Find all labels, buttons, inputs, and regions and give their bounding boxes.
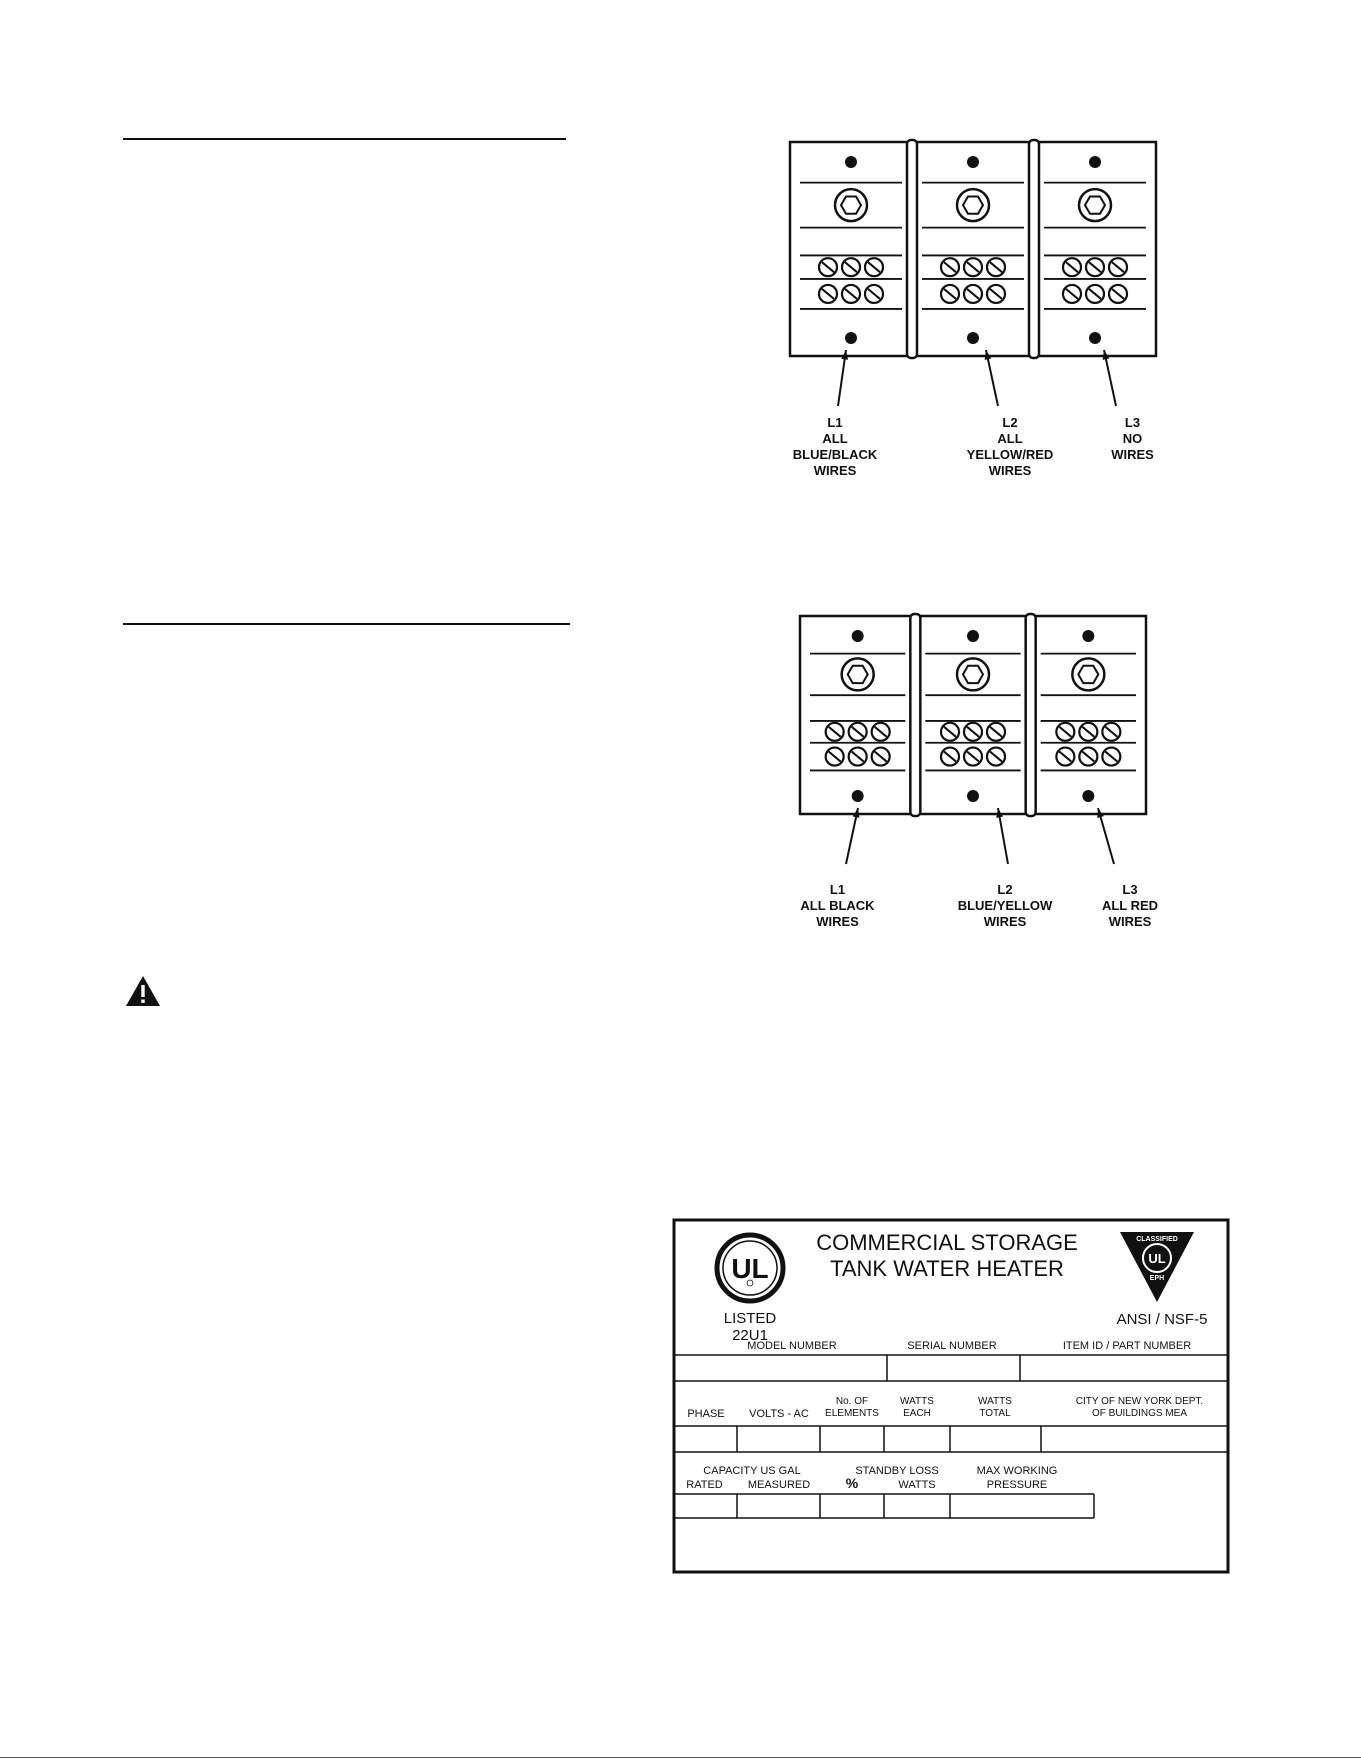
diagram2-label-l3: L3 ALL RED WIRES [1101,882,1159,929]
diagram1-divider [907,140,917,358]
plate-title-line1: COMMERCIAL STORAGE [816,1230,1078,1255]
nyc-mea-label: CITY OF NEW YORK DEPT. OF BUILDINGS MEA [1075,1396,1204,1419]
svg-text:CLASSIFIED: CLASSIFIED [1136,1236,1178,1243]
listed-code: 22U1 [732,1327,768,1344]
diagram1-mount-hole [1089,332,1101,344]
svg-text:EPH: EPH [1149,1275,1165,1282]
section-rule-1 [123,138,566,140]
item-id-label: ITEM ID / PART NUMBER [1062,1340,1192,1352]
diagram1-outline [790,142,1156,356]
terminal-block-diagram-1 [786,138,1160,408]
watts-each-label: WATTS EACH [900,1396,934,1419]
elements-label: No. OF ELEMENTS [825,1396,879,1419]
nsf-classified-badge-icon [1118,1230,1196,1309]
page-bottom-edge [0,1757,1361,1758]
diagram2-lug [957,658,989,690]
section-rule-2 [123,623,570,625]
svg-text:UL: UL [1148,1251,1166,1266]
diagram2-label-l2: L2 BLUE/YELLOW WIRES [957,882,1053,929]
diagram2-divider [910,614,920,816]
diagram1-lug [835,189,867,221]
diagram2-mount-hole [1082,630,1094,642]
ul-logo-icon [714,1232,786,1309]
volts-label: VOLTS - AC [749,1408,809,1420]
nsf-standard-text: ANSI / NSF-5 [1116,1311,1208,1328]
diagram1-label-l3: L3 NO WIRES [1111,415,1154,462]
diagram1-label-l1: L1 ALL BLUE/BLACK WIRES [792,415,878,478]
phase-label: PHASE [687,1408,725,1420]
diagram1-divider [1029,140,1039,358]
diagram2-mount-hole [967,790,979,802]
percent-label: % [845,1475,859,1491]
diagram1-mount-hole [967,156,979,168]
standby-loss-label: STANDBY LOSS [855,1465,939,1477]
diagram2-lug [842,658,874,690]
measured-label: MEASURED [747,1479,811,1491]
listed-text: LISTED [723,1310,777,1327]
diagram2-lug [1072,658,1104,690]
plate-title-line2: TANK WATER HEATER [830,1256,1064,1281]
diagram1-label-l2: L2 ALL YELLOW/RED WIRES [966,415,1054,478]
model-number-label: MODEL NUMBER [747,1340,837,1352]
watts-total-label: WATTS TOTAL [978,1396,1012,1419]
rated-label: RATED [686,1479,723,1491]
diagram2-mount-hole [967,630,979,642]
svg-text:UL: UL [731,1253,769,1284]
serial-number-label: SERIAL NUMBER [907,1340,997,1352]
pressure-label: PRESSURE [986,1479,1048,1491]
warning-triangle-icon [124,974,162,1013]
diagram1-mount-hole [1089,156,1101,168]
watts-label: WATTS [898,1479,936,1491]
diagram1-mount-hole [845,332,857,344]
rating-plate [672,1218,1230,1574]
diagram2-divider [1026,614,1036,816]
diagram2-label-l1: L1 ALL BLACK WIRES [800,882,875,929]
diagram1-mount-hole [845,156,857,168]
diagram2-outline [800,616,1146,814]
diagram1-lug [957,189,989,221]
diagram2-mount-hole [852,630,864,642]
diagram2-mount-hole [1082,790,1094,802]
terminal-block-diagram-2 [796,612,1150,866]
diagram1-lug [1079,189,1111,221]
capacity-label: CAPACITY US GAL [703,1465,801,1477]
diagram1-mount-hole [967,332,979,344]
max-working-label: MAX WORKING [976,1465,1058,1477]
diagram2-mount-hole [852,790,864,802]
